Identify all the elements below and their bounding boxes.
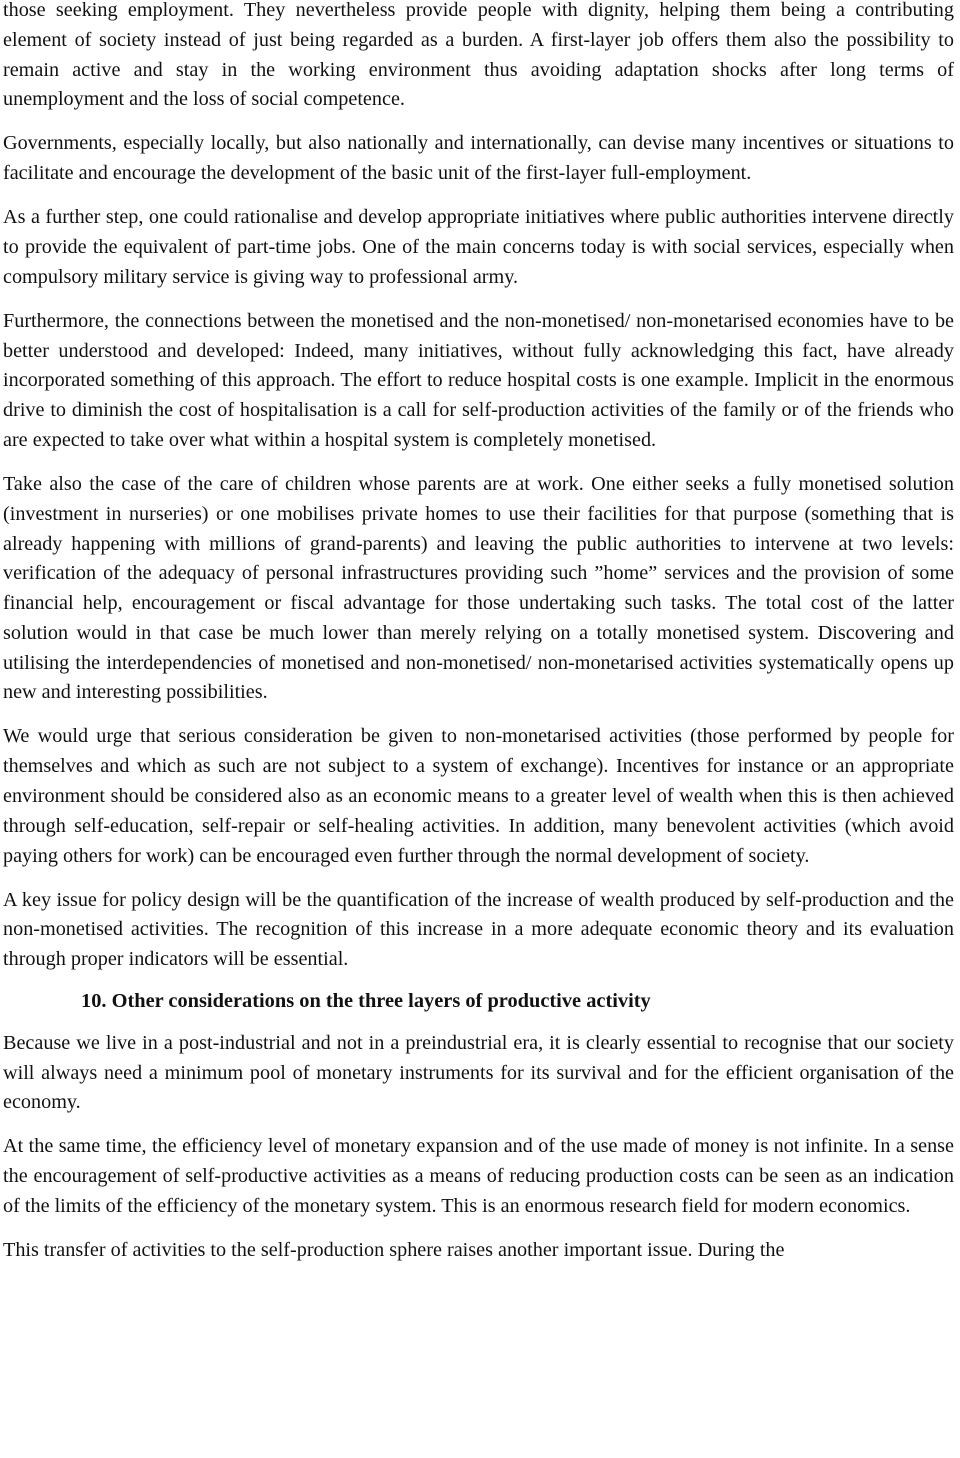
paragraph-childcare: Take also the case of the care of children whose parents are at work. One either seeks a fully monetised solution (investment in nurseries) or one mobilises private homes to use their facilities for that purpose (something that is already happening with millions of grand-parents) and leaving the public authorities to intervene at two levels: verification of the adequacy of personal infrastructures providing such ”home” services and the provision of some financial help, encouragement or fiscal advantage for those undertaking such tasks. The total cost of the latter solution would in that case be much lower than merely relying on a totally monetised system. Discovering and utilising the interdependencies of monetised and non-monetised/ non-monetarised activities systematically opens up new and interesting possibilities.	[3, 472, 954, 704]
paragraph-post-industrial: Because we live in a post-industrial and not in a preindustrial era, it is clearly essential to recognise that our society will always need a minimum pool of monetary instruments for its survival and for the efficient organisation of the economy.	[3, 1031, 954, 1114]
paragraph-efficiency: At the same time, the efficiency level of monetary expansion and of the use made of money is not infinite. In a sense the encouragement of self-productive activities as a means of reducing production costs can be seen as an indication of the limits of the efficiency of the monetary system. This is an enormous research field for modern economics.	[3, 1135, 954, 1217]
section-heading: 10. Other considerations on the three layers of productive activity	[81, 990, 651, 1013]
paragraph-governments: Governments, especially locally, but also nationally and internationally, can devise many incentives or situations to facilitate and encourage the development of the basic unit of the first-layer full-employment.	[3, 132, 954, 185]
paragraph-dignity: those seeking employment. They nevertheless provide people with dignity, helping them being a contributing element of society instead of just being regarded as a burden. A first-layer job offers them also the possibility to remain active and stay in the working environment thus avoiding adaptation shocks after long terms of unemployment and the loss of social competence.	[3, 0, 954, 111]
document-page	[3, 0, 954, 1280]
paragraph-connections: Furthermore, the connections between the monetised and the non-monetised/ non-monetarised economies have to be better understood and developed: Indeed, many initiatives, without fully acknowledging this fact, have already incorporated something of this approach. The effort to reduce hospital costs is one example. Implicit in the enormous drive to diminish the cost of hospitalisation is a call for self-production activities of the family or of the friends who are expected to take over what within a hospital system is completely monetised.	[3, 309, 954, 451]
paragraph-transfer: This transfer of activities to the self-production sphere raises another important issue. During the	[3, 1238, 785, 1261]
paragraph-further-step: As a further step, one could rationalise and develop appropriate initiatives where public authorities intervene directly to provide the equivalent of part-time jobs. One of the main concerns today is with social services, especially when compulsory military service is giving way to professional army.	[3, 206, 954, 288]
paragraph-policy-design: A key issue for policy design will be the quantification of the increase of wealth produced by self-production and the non-monetised activities. The recognition of this increase in a more adequate economic theory and its evaluation through proper indicators will be essential.	[3, 888, 954, 971]
paragraph-non-monetarised: We would urge that serious consideration be given to non-monetarised activities (those performed by people for themselves and which as such are not subject to a system of exchange). Incentives for instance or an appropriate environment should be considered also as an economic means to a greater level of wealth when this is then achieved through self-education, self-repair or self-healing activities. In addition, many benevolent activities (which avoid paying others for work) can be encouraged even further through the normal development of society.	[3, 725, 954, 867]
